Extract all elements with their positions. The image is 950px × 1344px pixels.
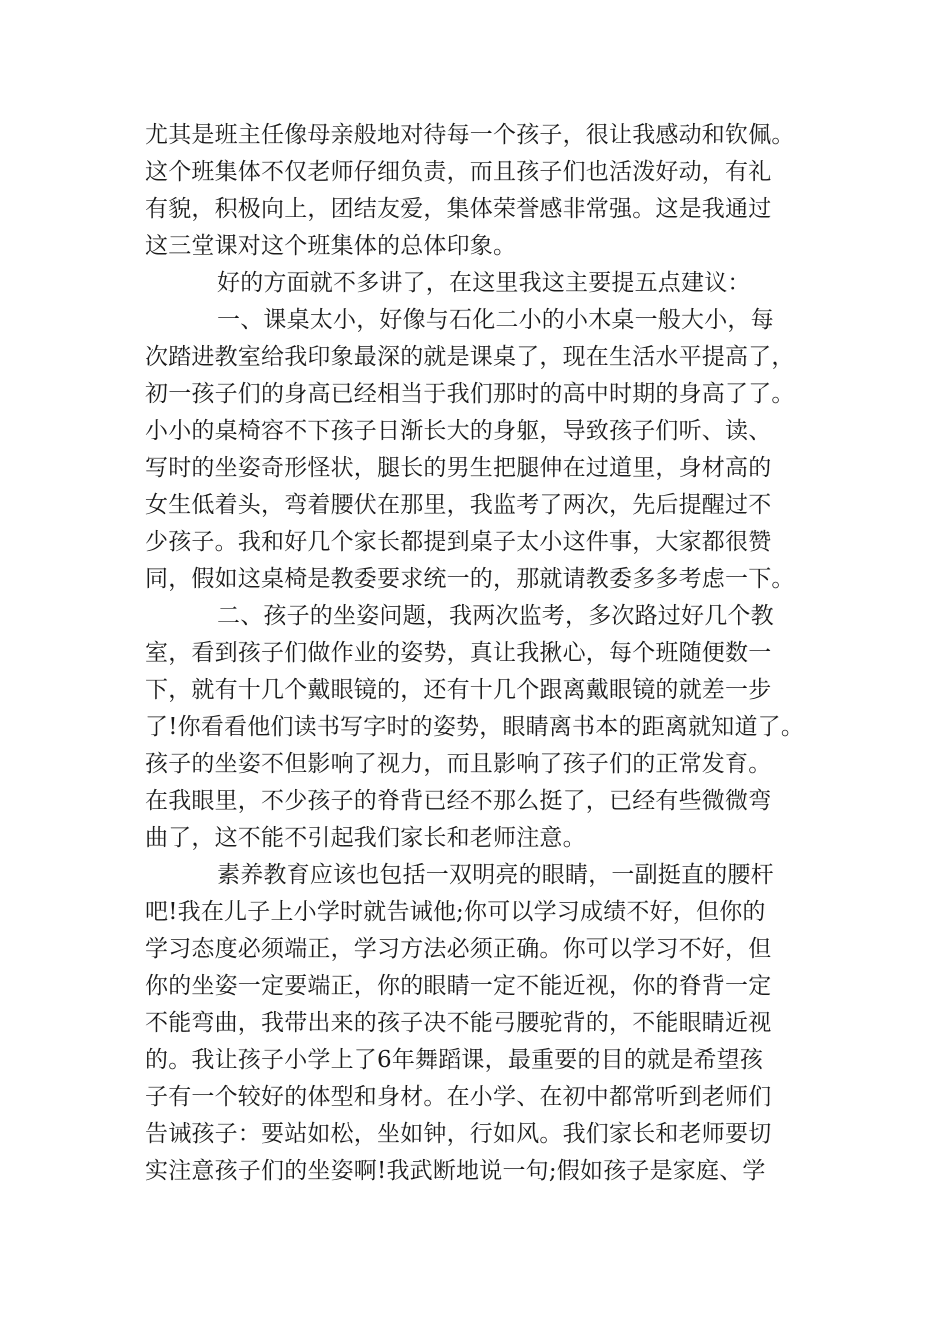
text-line: 初一孩子们的身高已经相当于我们那时的高中时期的身高了了。 xyxy=(145,381,795,407)
text-line: 实注意孩子们的坐姿啊!我武断地说一句;假如孩子是家庭、学 xyxy=(145,1158,766,1184)
text-line: 少孩子。我和好几个家长都提到桌子太小这件事，大家都很赞 xyxy=(145,529,772,555)
text-line: 的。我让孩子小学上了6年舞蹈课，最重要的目的就是希望孩 xyxy=(145,1047,764,1073)
paragraph-start-line: 好的方面就不多讲了，在这里我这主要提五点建议： xyxy=(217,270,751,296)
text-line: 女生低着头，弯着腰伏在那里，我监考了两次，先后提醒过不 xyxy=(145,492,772,518)
text-line: 吧!我在儿子上小学时就告诫他;你可以学习成绩不好，但你的 xyxy=(145,899,766,925)
text-line: 了!你看看他们读书写字时的姿势，眼睛离书本的距离就知道了。 xyxy=(145,714,805,740)
body-text xyxy=(145,117,845,1190)
text-line: 在我眼里，不少孩子的脊背已经不那么挺了，已经有些微微弯 xyxy=(145,788,772,814)
text-line: 不能弯曲，我带出来的孩子决不能弓腰驼背的，不能眼睛近视 xyxy=(145,1010,772,1036)
text-line: 写时的坐姿奇形怪状，腿长的男生把腿伸在过道里，身材高的 xyxy=(145,455,772,481)
text-line: 这个班集体不仅老师仔细负责，而且孩子们也活泼好动，有礼 xyxy=(145,159,772,185)
paragraph-start-line: 素养教育应该也包括一双明亮的眼睛，一副挺直的腰杆 xyxy=(217,862,774,888)
text-line: 孩子的坐姿不但影响了视力，而且影响了孩子们的正常发育。 xyxy=(145,751,772,777)
text-line: 子有一个较好的体型和身材。在小学、在初中都常听到老师们 xyxy=(145,1084,772,1110)
text-line: 小小的桌椅容不下孩子日渐长大的身躯，导致孩子们听、读、 xyxy=(145,418,772,444)
text-line: 告诫孩子：要站如松，坐如钟，行如风。我们家长和老师要切 xyxy=(145,1121,772,1147)
text-line: 你的坐姿一定要端正，你的眼睛一定不能近视，你的脊背一定 xyxy=(145,973,772,999)
text-line: 室，看到孩子们做作业的姿势，真让我揪心，每个班随便数一 xyxy=(145,640,772,666)
text-line: 有貌，积极向上，团结友爱，集体荣誉感非常强。这是我通过 xyxy=(145,196,772,222)
paragraph-start-line: 二、孩子的坐姿问题，我两次监考，多次路过好几个教 xyxy=(217,603,774,629)
text-line: 学习态度必须端正，学习方法必须正确。你可以学习不好，但 xyxy=(145,936,772,962)
text-line: 曲了，这不能不引起我们家长和老师注意。 xyxy=(145,825,586,851)
text-line: 下，就有十几个戴眼镜的，还有十几个跟离戴眼镜的就差一步 xyxy=(145,677,772,703)
text-line: 尤其是班主任像母亲般地对待每一个孩子，很让我感动和钦佩。 xyxy=(145,122,795,148)
text-line: 这三堂课对这个班集体的总体印象。 xyxy=(145,233,517,259)
text-line: 次踏进教室给我印象最深的就是课桌了，现在生活水平提高了， xyxy=(145,344,795,370)
paragraph-start-line: 一、课桌太小，好像与石化二小的小木桌一般大小，每 xyxy=(217,307,774,333)
text-line: 同，假如这桌椅是教委要求统一的，那就请教委多多考虑一下。 xyxy=(145,566,795,592)
